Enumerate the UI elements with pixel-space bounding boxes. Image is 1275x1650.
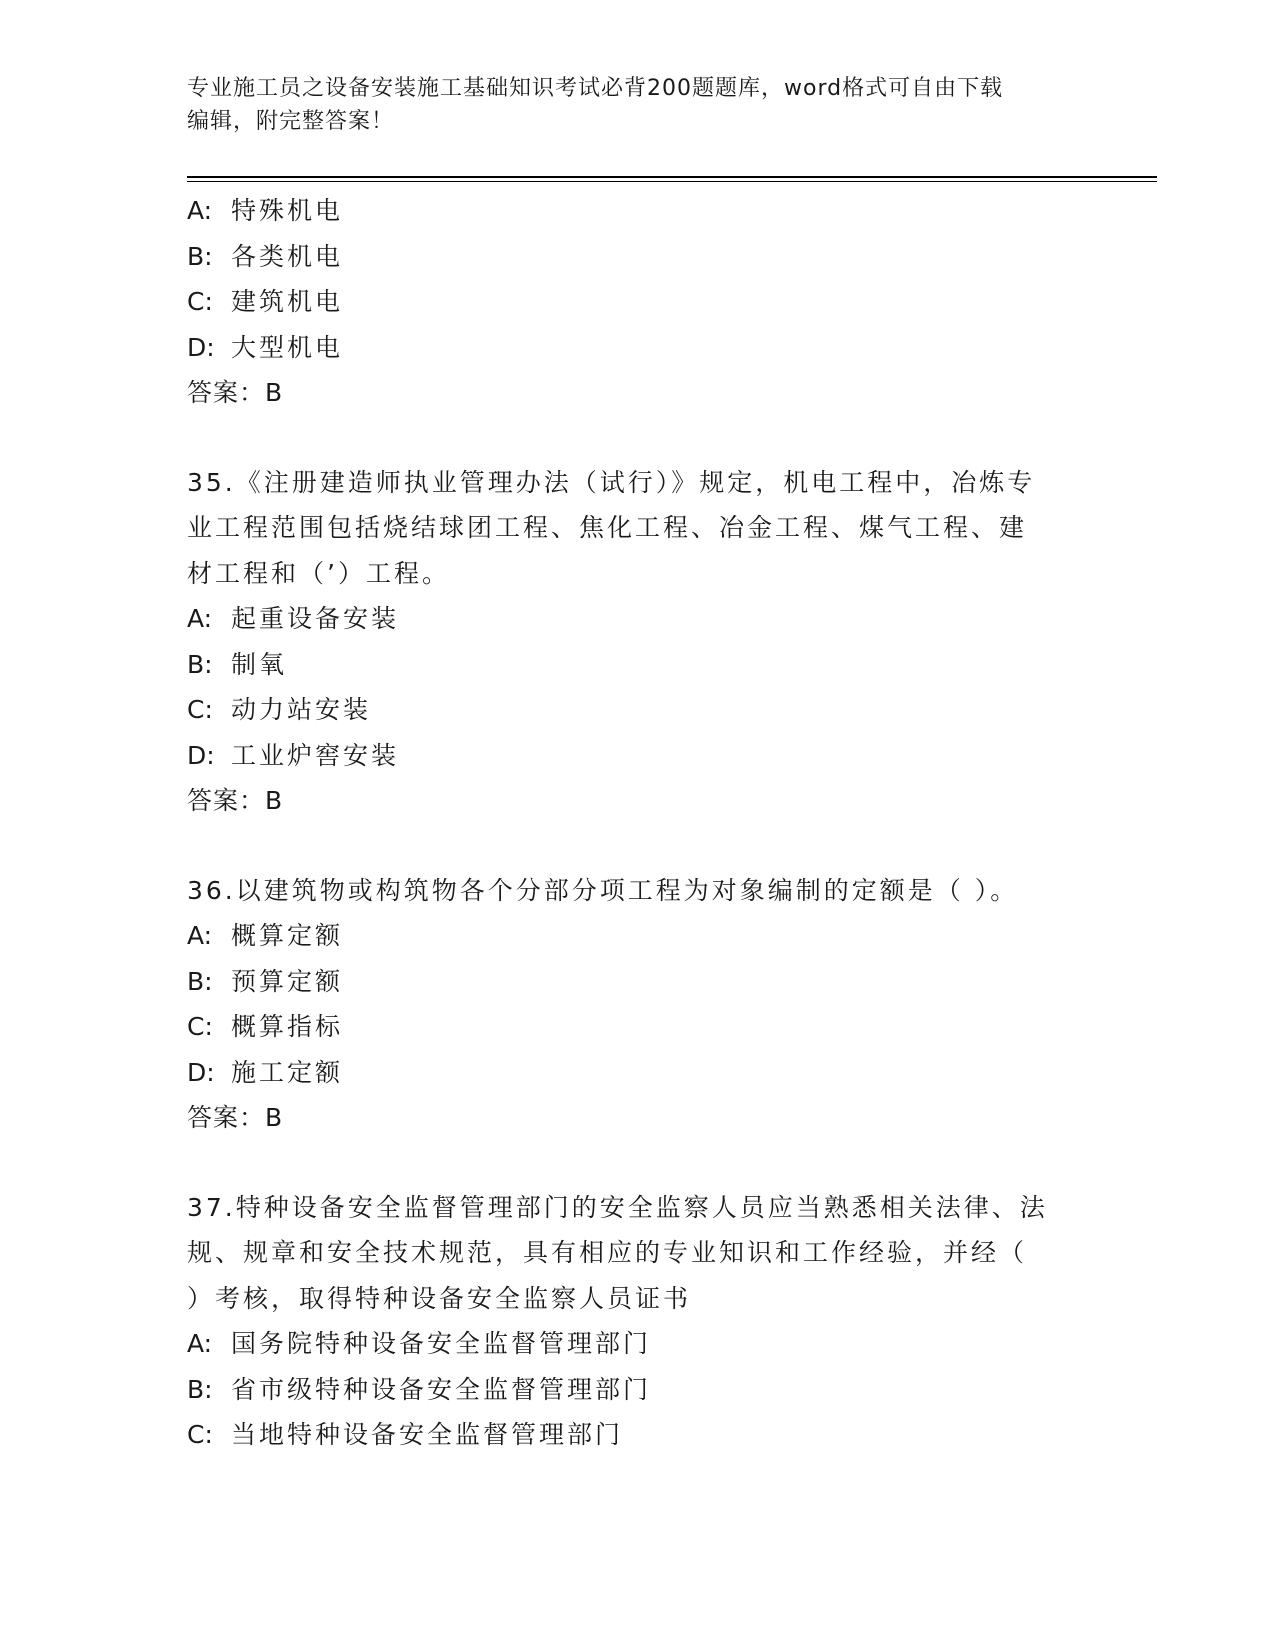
option-letter: B:: [187, 649, 213, 679]
question-text-line: 36.以建筑物或构筑物各个分部分项工程为对象编制的定额是（ ）。: [187, 875, 1019, 905]
option-c: [187, 1412, 1087, 1458]
question-text-line: 35.《注册建造师执业管理办法（试行）》规定，机电工程中，冶炼专: [187, 467, 1036, 497]
option-d: [187, 325, 1087, 371]
option-b: [187, 1367, 1087, 1413]
header-line-2: 编辑，附完整答案！: [187, 109, 395, 134]
question-text-line: 37.特种设备安全监督管理部门的安全监察人员应当熟悉相关法律、法: [187, 1192, 1048, 1222]
question-text-line: ）考核，取得特种设备安全监察人员证书: [187, 1283, 692, 1313]
option-text: 省市级特种设备安全监督管理部门: [231, 1374, 652, 1404]
option-text: 起重设备安装: [231, 604, 400, 633]
option-letter: C:: [187, 1420, 213, 1449]
option-d: [187, 1050, 1087, 1096]
option-letter: A:: [187, 921, 213, 950]
question-text-line: 业工程范围包括烧结球团工程、焦化工程、冶金工程、煤气工程、建: [187, 513, 1028, 542]
option-text: 施工定额: [231, 1057, 344, 1087]
option-b: [187, 959, 1087, 1005]
option-text: 特殊机电: [231, 196, 344, 225]
option-letter: C:: [187, 1012, 213, 1041]
document-body: [187, 188, 1087, 1458]
option-text: 大型机电: [231, 332, 344, 362]
option-letter: D:: [187, 740, 215, 770]
question-36: [187, 868, 1087, 1141]
option-b: [187, 234, 1087, 280]
option-d: [187, 733, 1087, 779]
option-letter: A:: [187, 604, 213, 633]
answer: 答案：B: [187, 378, 284, 407]
question-text-line: 材工程和（’）工程。: [187, 558, 450, 588]
option-text: 概算指标: [231, 1012, 344, 1041]
option-text: 当地特种设备安全监督管理部门: [231, 1420, 624, 1449]
option-text: 国务院特种设备安全监督管理部门: [231, 1329, 652, 1358]
header-rule-thick: [187, 176, 1157, 178]
option-letter: C:: [187, 287, 213, 316]
option-a: [187, 188, 1087, 234]
option-a: [187, 1321, 1087, 1367]
option-text: 建筑机电: [231, 287, 344, 316]
answer: 答案：B: [187, 1103, 284, 1132]
option-b: [187, 642, 1087, 688]
document-header: [187, 72, 1087, 138]
option-letter: D:: [187, 1057, 215, 1087]
option-text: 各类机电: [231, 241, 344, 271]
header-line-1: 专业施工员之设备安装施工基础知识考试必背200题题库，word格式可自由下载: [187, 76, 1004, 101]
option-letter: B:: [187, 241, 213, 271]
question-prev: [187, 188, 1087, 416]
option-text: 概算定额: [231, 921, 344, 950]
answer: 答案：B: [187, 786, 284, 815]
option-c: [187, 687, 1087, 733]
option-text: 工业炉窖安装: [231, 740, 400, 770]
option-letter: B:: [187, 1374, 213, 1404]
option-letter: B:: [187, 966, 213, 996]
option-c: [187, 1004, 1087, 1050]
question-37: [187, 1185, 1087, 1458]
option-a: [187, 913, 1087, 959]
option-text: 预算定额: [231, 966, 344, 996]
option-text: 制氧: [231, 649, 288, 679]
option-text: 动力站安装: [231, 695, 372, 724]
option-c: [187, 279, 1087, 325]
question-text-line: 规、规章和安全技术规范，具有相应的专业知识和工作经验，并经（: [187, 1238, 1028, 1267]
option-letter: A:: [187, 1329, 213, 1358]
option-a: [187, 596, 1087, 642]
option-letter: C:: [187, 695, 213, 724]
question-35: [187, 460, 1087, 824]
option-letter: A:: [187, 196, 213, 225]
header-rule-thin: [187, 181, 1157, 182]
option-letter: D:: [187, 332, 215, 362]
